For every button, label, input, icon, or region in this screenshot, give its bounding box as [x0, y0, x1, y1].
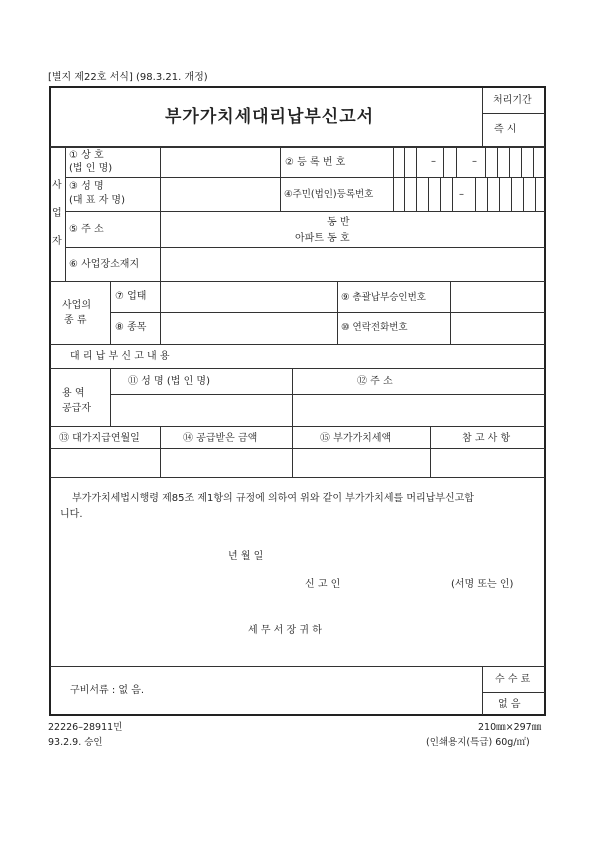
declaration-date: 년 월 일: [228, 551, 264, 562]
supplier-side-label-2: 공급자: [62, 403, 91, 414]
business-type-side-label-1: 사업의: [62, 300, 91, 311]
address-apartment-text: 아파트 동 호: [295, 233, 350, 244]
form-frame: [49, 86, 546, 716]
business-side-label-3: 자: [52, 236, 62, 247]
resident-dash: –: [459, 189, 464, 200]
representative-label: ③ 성 명: [69, 181, 104, 192]
business-type-side-label-2: 종 류: [64, 315, 87, 326]
vat-amount-label: ⑮ 부가가치세액: [320, 433, 392, 444]
declarant-label: 신 고 인: [305, 579, 341, 590]
signature-label: (서명 또는 인): [451, 579, 514, 590]
supply-amount-label: ⑭ 공급받은 금액: [183, 433, 258, 444]
footer-paper-spec: (인쇄용지(특급) 60g/㎡): [426, 737, 530, 748]
business-category-label: ⑦ 업태: [115, 291, 147, 302]
supplier-name-label: ⑪ 성 명 (법 인 명): [128, 376, 210, 387]
payment-date-label: ⑬ 대가지급연월일: [59, 433, 140, 444]
business-side-label-1: 사: [52, 180, 62, 191]
supplier-address-label: ⑫ 주 소: [357, 376, 393, 387]
form-number-note: [별지 제22호 서식] (98.3.21. 개정): [48, 72, 208, 83]
address-label: ⑤ 주 소: [69, 224, 104, 235]
approval-number-label: ⑨ 총괄납부승인번호: [341, 292, 426, 303]
declaration-text-line-1: 부가가치세법시행령 제85조 제1항의 규정에 의하여 위와 같이 부가가치세를 머리납부신고합: [72, 493, 474, 504]
fee-value: 없 음: [498, 699, 521, 710]
fee-label: 수 수 료: [495, 674, 531, 685]
registration-number-label: ② 등 록 번 호: [285, 157, 346, 168]
remarks-label: 참 고 사 항: [462, 433, 511, 444]
supplier-side-label-1: 용 역: [62, 388, 85, 399]
business-side-label-2: 업: [52, 208, 62, 219]
regno-dash-2: –: [472, 156, 477, 167]
business-location-label: ⑥ 사업장소재지: [69, 259, 140, 270]
contact-phone-label: ⑩ 연락전화번호: [341, 322, 408, 333]
representative-sub: (대 표 자 명): [69, 195, 125, 206]
processing-period-value: 즉 시: [494, 124, 517, 135]
business-item-label: ⑧ 종목: [115, 322, 147, 333]
regno-dash-1: –: [431, 156, 436, 167]
footer-paper-size: 210㎜×297㎜: [478, 722, 542, 733]
attachments-text: 구비서류 : 없 음.: [70, 685, 145, 696]
footer-form-code: 22226–28911민: [48, 722, 123, 733]
business-name-label: ① 상 호: [69, 150, 104, 161]
form-title: 부가가치세대리납부신고서: [165, 107, 375, 127]
declaration-text-line-2: 니다.: [60, 509, 83, 520]
address-dong-text: 동 반: [327, 217, 350, 228]
tax-office-addressee: 세 무 서 장 귀 하: [248, 625, 322, 636]
processing-period-label: 처리기간: [493, 95, 532, 106]
business-name-sub: (법 인 명): [69, 163, 113, 174]
footer-approval-date: 93.2.9. 승인: [48, 737, 103, 748]
resident-number-label: ④주민(법인)등록번호: [284, 189, 374, 200]
proxy-payment-section-title: 대 리 납 부 신 고 내 용: [70, 351, 170, 362]
